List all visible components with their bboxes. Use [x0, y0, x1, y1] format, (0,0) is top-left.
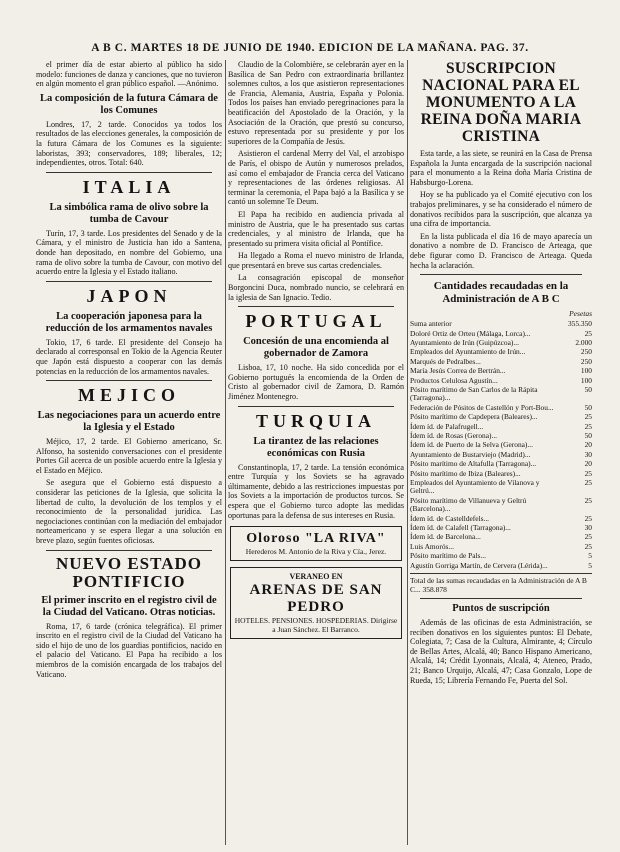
donation-amount: 5 [588, 551, 592, 561]
donation-amount: 30 [584, 523, 592, 533]
donation-entry [410, 497, 592, 514]
donation-entry [410, 367, 592, 375]
donation-amount: 20 [584, 440, 592, 450]
headline: La cooperación japonesa para la reducción de los armamentos navales [45, 310, 213, 334]
headline: La tirantez de las relaciones económicas con Rusia [253, 435, 379, 459]
donation-entry [410, 339, 592, 347]
ad-line: VERANEO EN [289, 572, 343, 582]
donation-entry [410, 515, 592, 523]
donation-entry [410, 543, 592, 551]
donation-amount: 25 [584, 532, 592, 542]
donor-name: Ídem íd. de Rosas (Gerona)... [410, 431, 498, 440]
section-heading: MEJICO [78, 385, 180, 406]
article-text: La consagración episcopal de monseñor Borgoncini Duca, nombrado nuncio, se celebrará en la iglesia de San Ignacio. Tedio. [228, 273, 404, 302]
donor-name: Agustín Gorriga Martín, de Cervera (Lérida)... [410, 560, 548, 570]
divider [238, 306, 394, 307]
donor-name: Ídem íd. de Castelldefels... [410, 513, 490, 523]
headline: Puntos de suscripción [452, 603, 550, 615]
donation-entry [410, 423, 592, 431]
article-text: El Papa ha recibido en audiencia privada al ministro de Austria, que le ha presentado sus cartas credenciales, y al ministro de Irlanda, que ha presentado su primera visita oficial al Pontífice. [228, 209, 404, 248]
article-text: Esta tarde, a las siete, se reunirá en la Casa de Prensa Española la Junta encargada de la suscripción nacional para el monumento a la Reina doña María Cristina de Habsburgo-Lorena. [410, 149, 592, 187]
donor-name: Federación de Pósitos de Castellón y Port-Bou... [410, 402, 554, 412]
donor-name: Pósito marítimo de Capdepera (Baleares)... [410, 412, 538, 422]
ad-line: Herederos M. Antonio de la Riva y Cía., Jerez. [245, 547, 387, 557]
headline: SUSCRIPCION NACIONAL PARA EL MONUMENTO A LA REINA DOÑA MARIA CRISTINA [420, 60, 582, 145]
article-text: el primer día de estar abierto al público ha sido modelo: funciones de danza y canciones, que no tuvieron en algún momento el gran público español. —Anónimo. [36, 60, 222, 89]
donor-name: Productos Celulosa Agustín... [410, 375, 498, 385]
donation-entry [410, 330, 592, 338]
donation-entry [410, 320, 592, 328]
donor-name: Ayuntamiento de Irún (Guipúzcoa)... [410, 337, 519, 347]
article-text: Se asegura que el Gobierno está dispuesto a considerar las peticiones de la Iglesia, que solicita la libertad de culto, la devolución de los templos y el reconocimiento de la personalidad jurídica. Las negociaciones continúan con la mediación del embajador norteamericano y se espera llegar a una solución en breve plazo, según fuentes oficiosas. [36, 478, 222, 546]
amount-column-header: Pesetas [569, 309, 592, 319]
article-text: Ha llegado a Roma el nuevo ministro de Irlanda, que presentará en breve sus cartas credenciales. [228, 251, 404, 270]
advertisement-oloroso [230, 526, 402, 561]
divider [238, 406, 394, 407]
donor-name: Empleados del Ayuntamiento de Irún... [410, 347, 526, 357]
article-text: Méjico, 17, 2 tarde. El Gobierno americano, Sr. Alfonso, ha sostenido conversaciones con el presidente Portes Gil acerca de un posible acuerdo entre la Iglesia y el Estado en Méjico. [36, 437, 222, 475]
donation-amount: 50 [584, 402, 592, 412]
donation-amount: 250 [580, 347, 592, 357]
donor-name: Suma anterior [410, 319, 452, 329]
divider [420, 274, 582, 275]
article-text: Lisboa, 17, 10 noche. Ha sido concedida por el Gobierno portugués la encomienda de la Orden de Cristo al gobernador civil de Zamora, D. Ramón Jiménez Montenegro. [228, 363, 404, 402]
headline: La composición de la futura Cámara de los Comunes [40, 92, 218, 116]
donor-name: Doloré Ortiz de Orteu (Málaga, Lorca)... [410, 328, 531, 338]
column-middle [228, 60, 404, 850]
donation-amount: 2.000 [575, 337, 592, 347]
headline: Las negociaciones para un acuerdo entre la Iglesia y el Estado [37, 410, 221, 434]
donation-amount: 25 [584, 541, 592, 551]
donation-amount: 25 [584, 421, 592, 431]
donation-amount: 25 [584, 468, 592, 478]
article-text: Londres, 17, 2 tarde. Conocidos ya todos los resultados de las elecciones generales, la composición de la futura Cámara de los Comunes es la siguiente: laboristas, 393; conservadores, 189; liberales, 12; independientes, otros. Total: 640. [36, 119, 222, 168]
donation-amount: 355.350 [567, 319, 592, 329]
donation-amount: 50 [584, 431, 592, 440]
article-text: Turín, 17, 3 tarde. Los presidentes del Senado y de la Cámara, y el ministro de Justicia han ido a Santena, donde han depositado, en nombre del Gobierno, una rama de olivo sobre la tumba de Cavour, con motivo del acuerdo entre la Iglesia y el Estado italiano. [36, 228, 222, 277]
divider [420, 598, 582, 599]
donation-amount: 5 [588, 560, 592, 570]
donation-amount: 25 [584, 513, 592, 523]
headline: Concesión de una encomienda al gobernador de Zamora [243, 336, 389, 360]
headline: La simbólica rama de olivo sobre la tumba de Cavour [49, 201, 209, 225]
donation-entry [410, 562, 592, 570]
donation-entry [410, 413, 592, 421]
column-right [410, 60, 592, 850]
column-left [36, 60, 222, 850]
divider [46, 172, 212, 173]
donation-amount: 25 [584, 328, 592, 338]
donation-list [410, 320, 592, 570]
article-text: Además de las oficinas de esta Administración, se reciben donativos en los siguientes puntos: El Debate, Colegiata, 7; Casa de la Cultura, Almirante, 4; Círculo de Bellas Artes, Alcalá, 40; Banco Hispano Americano, Alcalá, 14; Crédit Lyonnais, Alcalá, 4; Ateneo, Prado, 21; Banco Urquijo, Alcalá, 47; Casa Gonzalo, Lope de Rueda, 15; Librería Fernando Fe, Puerta del Sol. [410, 618, 592, 685]
ad-title: Oloroso "LA RIVA" [246, 531, 386, 547]
donor-name: Ídem íd. de Calafell (Tarragona)... [410, 523, 511, 533]
donor-name: Luis Amorós... [410, 541, 454, 551]
article-text: Hoy se ha publicado ya el Comité ejecutivo con los trabajos preliminares, y se ha considerado el número de donativos recibidos para la suscripción, que alcanza ya una cifra de importancia. [410, 190, 592, 229]
donation-entry [410, 348, 592, 356]
section-heading: ITALIA [82, 176, 176, 197]
donation-amount: 50 [584, 384, 592, 394]
donation-entry [410, 552, 592, 560]
ad-title: ARENAS DE SAN PEDRO [249, 582, 383, 616]
divider [46, 281, 212, 282]
column-divider [225, 60, 226, 845]
section-heading: PORTUGAL [245, 311, 387, 332]
article-text: Roma, 17, 6 tarde (crónica telegráfica). El primer inscrito en el registro civil de la Ciudad del Vaticano ha sido el hijo de uno de los guardias pontificios, nacido en el palacio del Vaticano. El Papa ha recibido a los miembros de la comisión encargada de los trabajos del Vaticano. [36, 621, 222, 679]
donation-amount: 25 [584, 478, 592, 488]
section-heading: NUEVO ESTADO PONTIFICIO [56, 553, 202, 591]
headline: El primer inscrito en el registro civil de la Ciudad del Vaticano. Otras noticias. [41, 594, 217, 618]
donation-amount: 100 [580, 375, 592, 385]
donor-name: Empleados del Ayuntamiento de Vilanova y Geltrú... [410, 478, 540, 496]
donation-entry [410, 533, 592, 541]
donation-entry [410, 386, 592, 403]
donation-amount: 250 [580, 356, 592, 366]
donation-entry [410, 479, 592, 496]
donation-entry [410, 451, 592, 459]
donation-entry [410, 460, 592, 468]
divider [46, 380, 212, 381]
donor-name: Pósito marítimo de Villanueva y Geltrú (Barcelona)... [410, 495, 527, 514]
advertisement-arenas [230, 567, 402, 639]
donation-entry [410, 377, 592, 385]
donation-amount: 20 [584, 459, 592, 469]
donation-amount: 25 [584, 495, 592, 505]
donation-entry [410, 404, 592, 412]
column-divider [407, 60, 408, 845]
article-text: Tokio, 17, 6 tarde. El presidente del Consejo ha declarado al corresponsal en Tokio de la Agencia Reuter que Japón está dispuesto a cooperar con las demás potencias en la reducción de los armamentos navales. [36, 337, 222, 376]
article-text: En la lista publicada el día 16 de mayo aparecía un donativo a nombre de D. Francisco de Arteaga, que debe figurar como D. Francisco de Arteaga. Queda hecha la aclaración. [410, 231, 592, 270]
article-text: Claudio de la Colombière, se celebrarán ayer en la Basílica de San Pedro con extraordinaria brillantez solemnes cultos, a los que asistieron representaciones de Francia, Alemania, Austria, España y Polonia. Todos los países han enviado peregrinaciones para la beatificación del Apostolado de la Oración, y la Asociación de la Oración, que prestó su concurso, estuvo representada por su presidente y por los superiores de la Compañía de Jesús. [228, 60, 404, 146]
headline: Cantidades recaudadas en la Administración de A B C [433, 280, 569, 306]
donor-name: Ídem íd. de Palafrugell... [410, 421, 484, 431]
donation-total: Total de las sumas recaudadas en la Administración de A B C... 358.878 [410, 573, 592, 594]
donation-entry [410, 470, 592, 478]
donor-name: Ídem íd. de Barcelona... [410, 532, 481, 542]
donor-name: Pósito marítimo de Ibiza (Baleares)... [410, 468, 521, 478]
donor-name: Ayuntamiento de Bustarviejo (Madrid)... [410, 449, 531, 459]
donor-name: Pósito marítimo de Altafulla (Tarragona)... [410, 459, 537, 469]
donor-name: María Jesús Correa de Bertrán... [410, 366, 506, 376]
donation-amount: 30 [584, 449, 592, 459]
donor-name: Pósito marítimo de San Carlos de la Rápita (Tarragona)... [410, 384, 538, 403]
section-heading: JAPON [86, 285, 172, 306]
article-text: Constantinopla, 17, 2 tarde. La tensión económica entre Turquía y los Soviets se ha agravado últimamente, debido a las restricciones impuestas por los Soviets a la importación de productos turcos. Se espera que el Gobierno turco adopte las medidas oportunas para la defensa de sus intereses en Rusia. [228, 462, 404, 520]
divider [46, 550, 212, 551]
donation-amount: 25 [584, 412, 592, 422]
donor-name: Pósito marítimo de Pals... [410, 551, 486, 561]
donor-name: Ídem íd. de Puerto de la Selva (Gerona)... [410, 440, 533, 450]
donation-amount: 100 [580, 366, 592, 376]
page-header: A B C. MARTES 18 DE JUNIO DE 1940. EDICION DE LA MAÑANA. PAG. 37. [91, 42, 529, 54]
donor-name: Marqués de Pedralbes... [410, 356, 481, 366]
article-text: Asistieron el cardenal Merry del Val, el arzobispo de París, el obispo de Autún y numerosos prelados, así como el embajador de Francia cerca del Vaticano y representaciones de las órdenes religiosas. Al terminar la ceremonia, el Papa bajó a la Basílica y se cantó un solemne Te Deum. [228, 149, 404, 207]
section-heading: TURQUIA [255, 410, 376, 431]
ad-line: HOTELES. PENSIONES. HOSPEDERIAS. Dirigirse a Juan Sánchez. El Barranco. [234, 616, 398, 635]
donation-entry [410, 441, 592, 449]
donation-entry [410, 358, 592, 366]
